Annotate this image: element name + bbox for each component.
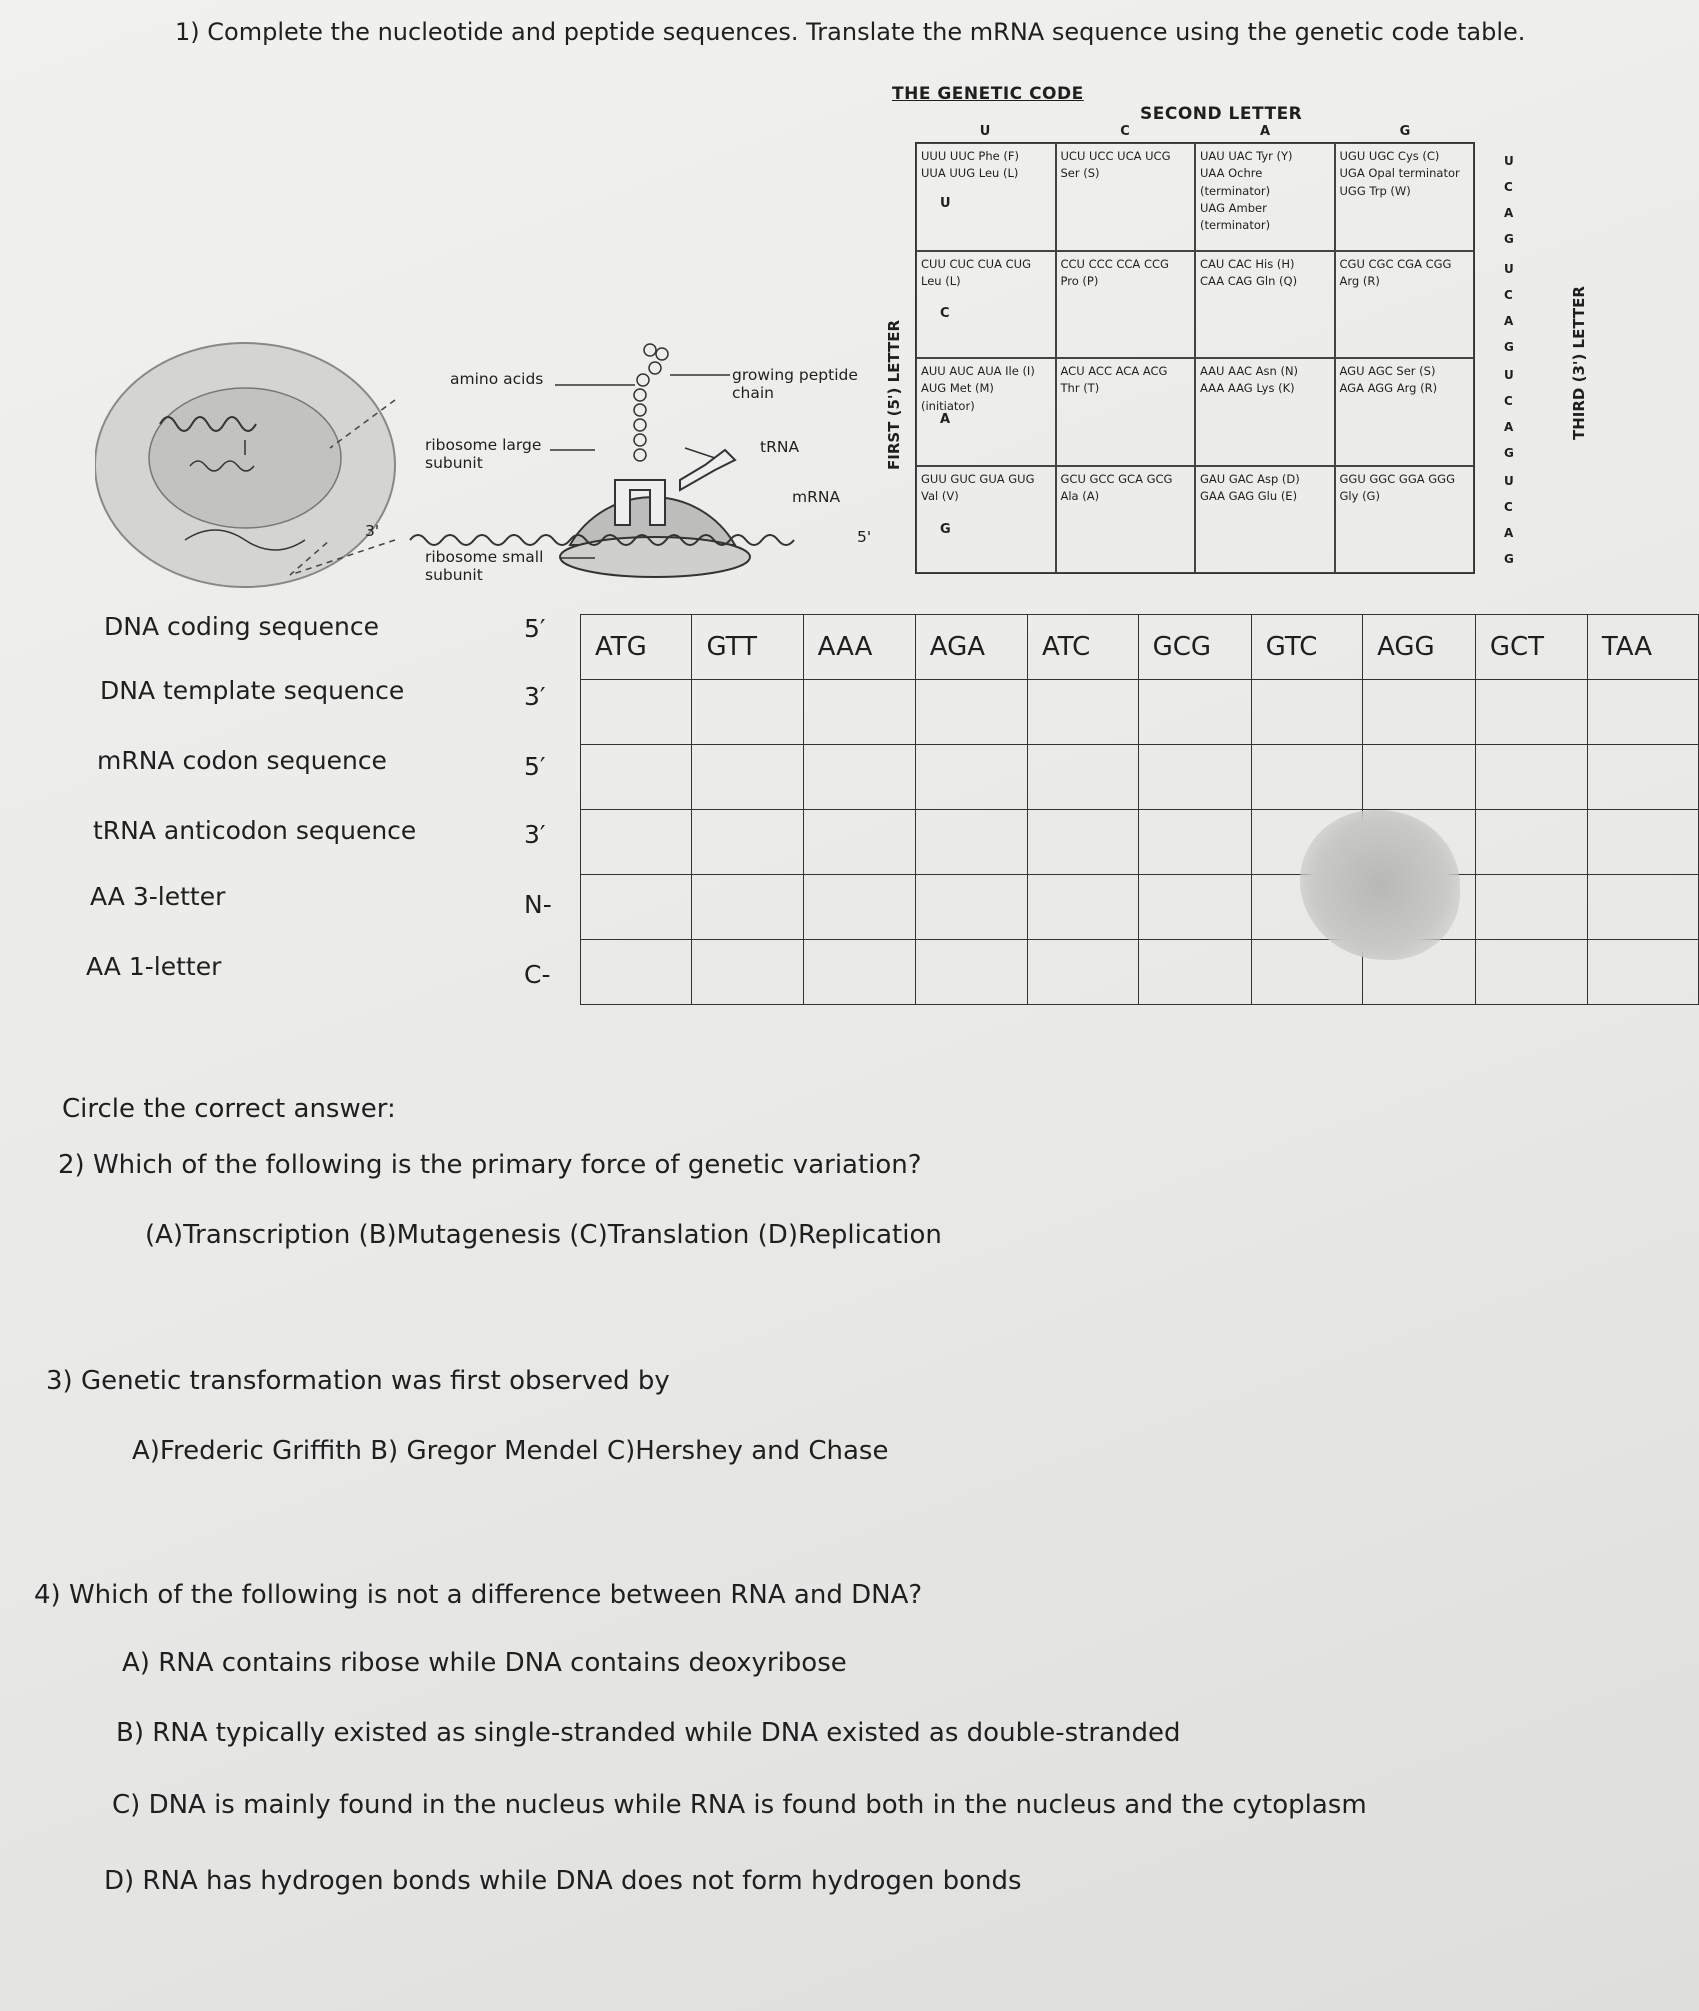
sequence-cell[interactable] <box>1475 875 1587 940</box>
sequence-cell[interactable] <box>1475 940 1587 1005</box>
codon-cell: AAU AAC Asn (N) AAA AAG Lys (K) <box>1195 358 1335 466</box>
question-4-option-b[interactable]: B) RNA typically existed as single-stranded while DNA existed as double-stranded <box>116 1718 1181 1748</box>
sequence-cell[interactable] <box>581 680 692 745</box>
growing-peptide-label: growing peptide <box>732 366 858 384</box>
col-letter-u: U <box>979 124 991 139</box>
question-4-option-a[interactable]: A) RNA contains ribose while DNA contains deoxyribose <box>122 1648 847 1678</box>
sequence-table <box>580 614 1699 1005</box>
translation-diagram <box>95 340 885 590</box>
ribosome-large-label: ribosome large <box>425 436 542 454</box>
table-row <box>581 615 1699 680</box>
row-letter-g: G <box>940 522 951 537</box>
row-label-trna-anticodon: tRNA anticodon sequence <box>93 816 417 845</box>
row-label-aa-3-letter: AA 3-letter <box>90 882 226 911</box>
col-letter-g: G <box>1399 124 1411 139</box>
sequence-cell[interactable] <box>1251 680 1362 745</box>
sequence-cell[interactable] <box>1587 875 1698 940</box>
row-end-mrna-codon: 5′ <box>524 752 546 781</box>
row-end-trna-anticodon: 3′ <box>524 820 546 849</box>
sequence-cell: ATG <box>581 615 692 680</box>
table-row <box>581 810 1699 875</box>
sequence-cell: GTT <box>692 615 803 680</box>
three-prime-label: 3' <box>365 522 380 540</box>
codon-cell: UGU UGC Cys (C) UGA Opal terminator UGG Trp (W) <box>1335 143 1475 251</box>
sequence-cell: GCG <box>1138 615 1251 680</box>
table-row <box>581 875 1699 940</box>
sequence-cell[interactable] <box>692 680 803 745</box>
trna-label: tRNA <box>760 438 800 456</box>
codon-cell: UCU UCC UCA UCG Ser (S) <box>1056 143 1196 251</box>
table-row <box>581 745 1699 810</box>
question-2-options[interactable]: (A)Transcription (B)Mutagenesis (C)Translation (D)Replication <box>145 1220 942 1250</box>
sequence-cell[interactable] <box>1587 680 1698 745</box>
codon-cell: UUU UUC Phe (F) UUA UUG Leu (L) <box>916 143 1056 251</box>
table-row <box>581 680 1699 745</box>
third-letters-c: U C A G <box>1504 262 1514 354</box>
sequence-cell[interactable] <box>1363 745 1476 810</box>
sequence-cell[interactable] <box>1138 940 1251 1005</box>
sequence-cell[interactable] <box>692 940 803 1005</box>
row-end-aa-3-letter: N- <box>524 890 552 919</box>
sequence-cell[interactable] <box>692 810 803 875</box>
row-letter-u: U <box>940 196 951 211</box>
sequence-cell: AGA <box>915 615 1027 680</box>
mrna-label: mRNA <box>792 488 841 506</box>
codon-cell: CCU CCC CCA CCG Pro (P) <box>1056 251 1196 359</box>
codon-cell: GCU GCC GCA GCG Ala (A) <box>1056 466 1196 574</box>
codon-cell: UAU UAC Tyr (Y) UAA Ochre (terminator) UAG Amber (terminator) <box>1195 143 1335 251</box>
codon-cell: AGU AGC Ser (S) AGA AGG Arg (R) <box>1335 358 1475 466</box>
row-end-dna-template: 3′ <box>524 682 546 711</box>
sequence-cell[interactable] <box>1475 680 1587 745</box>
sequence-cell[interactable] <box>1475 745 1587 810</box>
amino-acids-label: amino acids <box>450 370 544 388</box>
sequence-cell[interactable] <box>1138 810 1251 875</box>
question-2: 2) Which of the following is the primary force of genetic variation? <box>58 1150 922 1180</box>
ribosome-small-label: ribosome small <box>425 548 544 566</box>
sequence-cell[interactable] <box>1587 745 1698 810</box>
question-4-option-d[interactable]: D) RNA has hydrogen bonds while DNA does not form hydrogen bonds <box>104 1866 1022 1896</box>
codon-cell: GUU GUC GUA GUG Val (V) <box>916 466 1056 574</box>
sequence-cell: TAA <box>1587 615 1698 680</box>
sequence-cell[interactable] <box>692 875 803 940</box>
sequence-cell[interactable] <box>915 680 1027 745</box>
row-label-dna-coding: DNA coding sequence <box>104 612 379 641</box>
sequence-cell[interactable] <box>1028 745 1139 810</box>
question-3-options[interactable]: A)Frederic Griffith B) Gregor Mendel C)Hershey and Chase <box>132 1436 889 1466</box>
sequence-cell[interactable] <box>915 745 1027 810</box>
sequence-cell[interactable] <box>803 680 915 745</box>
question-4-option-c[interactable]: C) DNA is mainly found in the nucleus while RNA is found both in the nucleus and the cytoplasm <box>112 1790 1367 1820</box>
sequence-cell[interactable] <box>803 810 915 875</box>
sequence-cell[interactable] <box>1028 875 1139 940</box>
sequence-cell[interactable] <box>1475 810 1587 875</box>
sequence-cell[interactable] <box>915 810 1027 875</box>
codon-cell: GGU GGC GGA GGG Gly (G) <box>1335 466 1475 574</box>
first-letter-label: FIRST (5') LETTER <box>885 319 903 470</box>
genetic-code-table <box>915 124 1475 574</box>
sequence-cell[interactable] <box>1138 745 1251 810</box>
row-label-mrna-codon: mRNA codon sequence <box>97 746 387 775</box>
sequence-cell[interactable] <box>581 940 692 1005</box>
chain-label: chain <box>732 384 774 402</box>
sequence-cell[interactable] <box>581 875 692 940</box>
sequence-cell: GTC <box>1251 615 1362 680</box>
sequence-cell[interactable] <box>581 810 692 875</box>
sequence-cell[interactable] <box>1587 940 1698 1005</box>
sequence-cell: AGG <box>1363 615 1476 680</box>
question-1: 1) Complete the nucleotide and peptide sequences. Translate the mRNA sequence using the genetic code table. <box>175 18 1526 46</box>
codon-cell: ACU ACC ACA ACG Thr (T) <box>1056 358 1196 466</box>
ribosome-large-subunit-label: subunit <box>425 454 483 472</box>
five-prime-label: 5' <box>857 528 872 546</box>
codon-cell: GAU GAC Asp (D) GAA GAG Glu (E) <box>1195 466 1335 574</box>
codon-cell: AUU AUC AUA Ile (I) AUG Met (M) (initiator) <box>916 358 1056 466</box>
codon-cell: CAU CAC His (H) CAA CAG Gln (Q) <box>1195 251 1335 359</box>
sequence-cell[interactable] <box>803 745 915 810</box>
row-end-aa-1-letter: C- <box>524 960 551 989</box>
table-row <box>581 940 1699 1005</box>
sequence-cell[interactable] <box>915 875 1027 940</box>
sequence-cell[interactable] <box>1251 745 1362 810</box>
sequence-cell[interactable] <box>1028 810 1139 875</box>
third-letters-a: U C A G <box>1504 368 1514 460</box>
ribosome-small-subunit-label: subunit <box>425 566 483 584</box>
third-letters-g: U C A G <box>1504 474 1514 566</box>
row-label-aa-1-letter: AA 1-letter <box>86 952 222 981</box>
sequence-cell: GCT <box>1475 615 1587 680</box>
row-label-dna-template: DNA template sequence <box>100 676 405 705</box>
sequence-cell[interactable] <box>803 875 915 940</box>
sequence-cell: AAA <box>803 615 915 680</box>
circle-instruction: Circle the correct answer: <box>62 1094 396 1124</box>
row-end-dna-coding: 5′ <box>524 614 546 643</box>
codon-cell: CUU CUC CUA CUG Leu (L) <box>916 251 1056 359</box>
third-letter-label: THIRD (3') LETTER <box>1570 286 1588 440</box>
row-letter-c: C <box>940 306 950 321</box>
sequence-cell[interactable] <box>692 745 803 810</box>
sequence-cell[interactable] <box>1138 875 1251 940</box>
sequence-cell[interactable] <box>915 940 1027 1005</box>
col-letter-a: A <box>1259 124 1271 139</box>
sequence-cell[interactable] <box>1028 680 1139 745</box>
sequence-cell: ATC <box>1028 615 1139 680</box>
sequence-cell[interactable] <box>1587 810 1698 875</box>
sequence-cell[interactable] <box>1028 940 1139 1005</box>
codon-cell: CGU CGC CGA CGG Arg (R) <box>1335 251 1475 359</box>
question-4: 4) Which of the following is not a difference between RNA and DNA? <box>34 1580 923 1610</box>
question-3: 3) Genetic transformation was first observed by <box>46 1366 670 1396</box>
col-letter-c: C <box>1120 124 1130 139</box>
genetic-code-title: THE GENETIC CODE <box>892 84 1084 104</box>
sequence-cell[interactable] <box>581 745 692 810</box>
third-letters-u: U C A G <box>1504 154 1514 246</box>
row-letter-a: A <box>940 412 951 427</box>
sequence-cell[interactable] <box>803 940 915 1005</box>
sequence-cell[interactable] <box>1138 680 1251 745</box>
sequence-cell[interactable] <box>1363 680 1476 745</box>
codon-grid <box>915 142 1475 574</box>
second-letter-label: SECOND LETTER <box>1140 104 1303 124</box>
